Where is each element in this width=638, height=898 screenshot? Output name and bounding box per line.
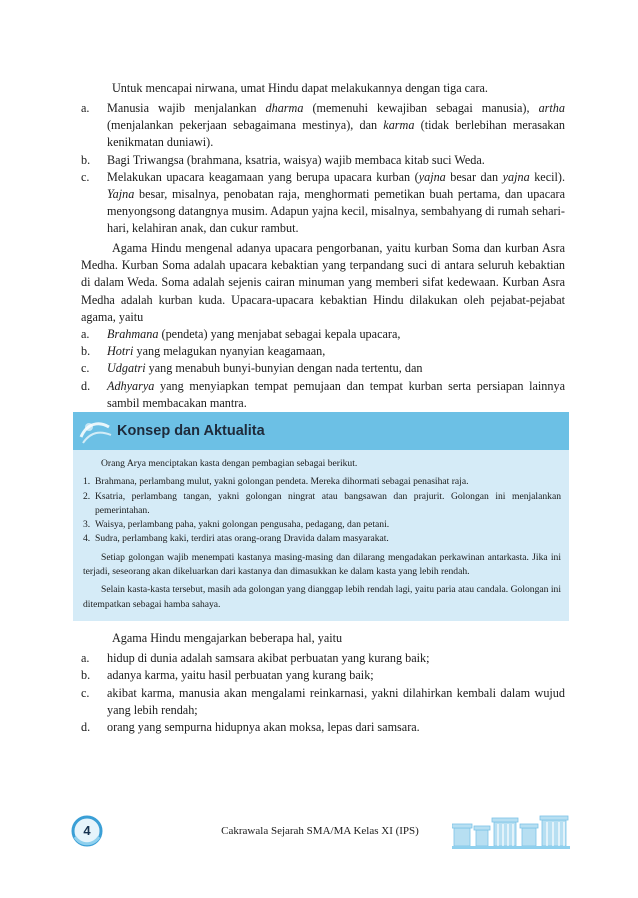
list-item <box>81 685 565 719</box>
italic-term: Hotri <box>107 344 134 359</box>
list-text: besar, misalnya, penobatan raja, menghormati pemetikan buah pertama, dan upacara menyongsong datangnya musim. Adapun yajna kecil, misalnya, sembahyang di rumah sehari-hari, kelahiran anak, dan cukur rambut. <box>107 187 565 236</box>
sacrifice-section <box>81 240 565 326</box>
list-letter: b. <box>81 344 91 359</box>
teachings-list <box>81 650 565 736</box>
officials-list <box>81 326 565 412</box>
list-text: hidup di dunia adalah samsara akibat perbuatan yang kurang baik; <box>107 651 430 666</box>
concept-box <box>73 412 569 621</box>
intro-paragraph: Untuk mencapai nirwana, umat Hindu dapat melakukannya dengan tiga cara. <box>112 81 488 95</box>
list-item <box>81 650 565 667</box>
globe-wave-icon <box>77 415 113 447</box>
box-paragraph: Setiap golongan wajib menempati kastanya masing-masing dan dilarang mengadakan perkawinan antarkasta. Jika ini terjadi, seseorang akan dikeluarkan dari kastanya dan dimasukkan ke dalam kasta yang lebih rendah. <box>83 551 561 578</box>
italic-term: dharma <box>265 101 304 115</box>
sacrifice-paragraph: Agama Hindu mengenal adanya upacara pengorbanan, yaitu kurban Soma dan kurban Asra Medha. Kurban Soma adalah upacara kebaktian yang terpandang suci di antara seluruh kebaktian di dalam Weda. Soma adalah sejenis cairan minuman yang memberi sifat kedewaan. Kurban Asra Medha adalah kurban kuda. Upacara-upacara kebaktian Hindu dilakukan oleh pejabat-pejabat agama, yaitu <box>81 241 565 324</box>
officials-list-section <box>81 326 565 412</box>
list-letter: a. <box>81 327 90 341</box>
list-item <box>81 326 565 343</box>
list-item <box>81 360 565 377</box>
page-number: 4 <box>83 823 91 838</box>
ways-list <box>81 100 565 238</box>
list-item <box>83 518 561 532</box>
list-text: Waisya, perlambang paha, yakni golongan pengusaha, pedagang, dan petani. <box>95 519 390 531</box>
list-item <box>81 152 565 169</box>
list-text: adanya karma, yaitu hasil perbuatan yang kurang baik; <box>107 668 374 683</box>
list-letter: b. <box>81 668 91 683</box>
list-text: (memenuhi kewajiban sebagai manusia), <box>303 101 539 115</box>
italic-term: karma <box>383 118 415 133</box>
list-item <box>83 490 561 519</box>
temple-decoration-icon <box>452 812 570 850</box>
list-text: (menjalankan pekerjaan sebagaimana mestinya), dan <box>107 118 384 133</box>
list-item <box>83 475 561 489</box>
ways-list-section <box>81 100 565 238</box>
list-letter: d. <box>81 378 91 393</box>
italic-term: artha <box>538 101 565 115</box>
intro-section <box>81 80 565 97</box>
box-paragraph: Selain kasta-kasta tersebut, masih ada golongan yang dianggap lebih rendah lagi, yaitu paria atau candala. Golongan ini ditempatkan sebagai hamba sahaya. <box>83 584 561 610</box>
list-text: yang menabuh bunyi-bunyian dengan nada tertentu, dan <box>145 361 423 376</box>
list-text: kecil). <box>529 169 566 184</box>
teachings-intro: Agama Hindu mengajarkan beberapa hal, yaitu <box>112 631 343 645</box>
italic-term: yajna <box>418 169 446 184</box>
list-item <box>81 719 565 736</box>
list-item <box>81 343 565 360</box>
list-number: 4. <box>83 533 91 545</box>
list-item <box>81 169 565 238</box>
concept-box-header <box>73 412 569 450</box>
italic-term: Udgatri <box>107 361 146 376</box>
box-intro: Orang Arya menciptakan kasta dengan pembagian sebagai berikut. <box>101 458 358 469</box>
list-letter: a. <box>81 651 90 666</box>
book-title: Cakrawala Sejarah SMA/MA Kelas XI (IPS) <box>221 825 419 837</box>
list-text: Bagi Triwangsa (brahmana, ksatria, waisya) wajib membaca kitab suci Weda. <box>107 152 485 167</box>
caste-list <box>83 475 561 546</box>
list-text: yang melagukan nyanyian keagamaan, <box>133 344 326 359</box>
list-letter: d. <box>81 720 91 735</box>
teachings-section <box>81 630 565 736</box>
list-letter: c. <box>81 169 90 184</box>
italic-term: Adhyarya <box>107 378 155 393</box>
list-text: (pendeta) yang menjabat sebagai kepala upacara, <box>158 327 401 341</box>
list-text: Sudra, perlambang kaki, terdiri atas orang-orang Dravida dalam masyarakat. <box>95 533 389 545</box>
list-letter: a. <box>81 101 90 115</box>
concept-box-title: Konsep dan Aktualita <box>117 423 265 439</box>
list-text: Ksatria, perlambang tangan, yakni golongan ningrat atau bangsawan dan prajurit. Golongan ini menjalankan pemerintahan. <box>95 490 561 516</box>
italic-term: Brahmana <box>107 327 159 341</box>
list-text: Brahmana, perlambang mulut, yakni golongan pendeta. Mereka dihormati sebagai penasihat raja. <box>95 476 469 488</box>
list-item <box>81 378 565 412</box>
italic-term: yajna <box>502 169 530 184</box>
list-item <box>83 532 561 546</box>
list-text: (tidak berlebihan merasakan kenikmatan duniawi). <box>107 118 566 150</box>
list-letter: b. <box>81 152 91 167</box>
list-number: 2. <box>83 490 91 502</box>
concept-box-body <box>83 457 561 612</box>
list-number: 1. <box>83 476 91 488</box>
list-text: yang menyiapkan tempat pemujaan dan tempat kurban serta persiapan lainnya sambil membacakan mantra. <box>107 378 565 410</box>
list-text: Melakukan upacara keagamaan yang berupa upacara kurban ( <box>107 169 419 184</box>
list-letter: c. <box>81 361 90 376</box>
italic-term: Yajna <box>107 187 135 202</box>
list-text: besar dan <box>445 169 503 184</box>
list-text: Manusia wajib menjalankan <box>107 101 266 115</box>
list-text: orang yang sempurna hidupnya akan moksa, lepas dari samsara. <box>107 720 420 735</box>
list-text: akibat karma, manusia akan mengalami reinkarnasi, yakni dilahirkan kembali dalam wujud yang lebih rendah; <box>107 685 565 717</box>
list-letter: c. <box>81 685 90 700</box>
list-number: 3. <box>83 519 91 531</box>
list-item <box>81 667 565 684</box>
list-item <box>81 100 565 152</box>
